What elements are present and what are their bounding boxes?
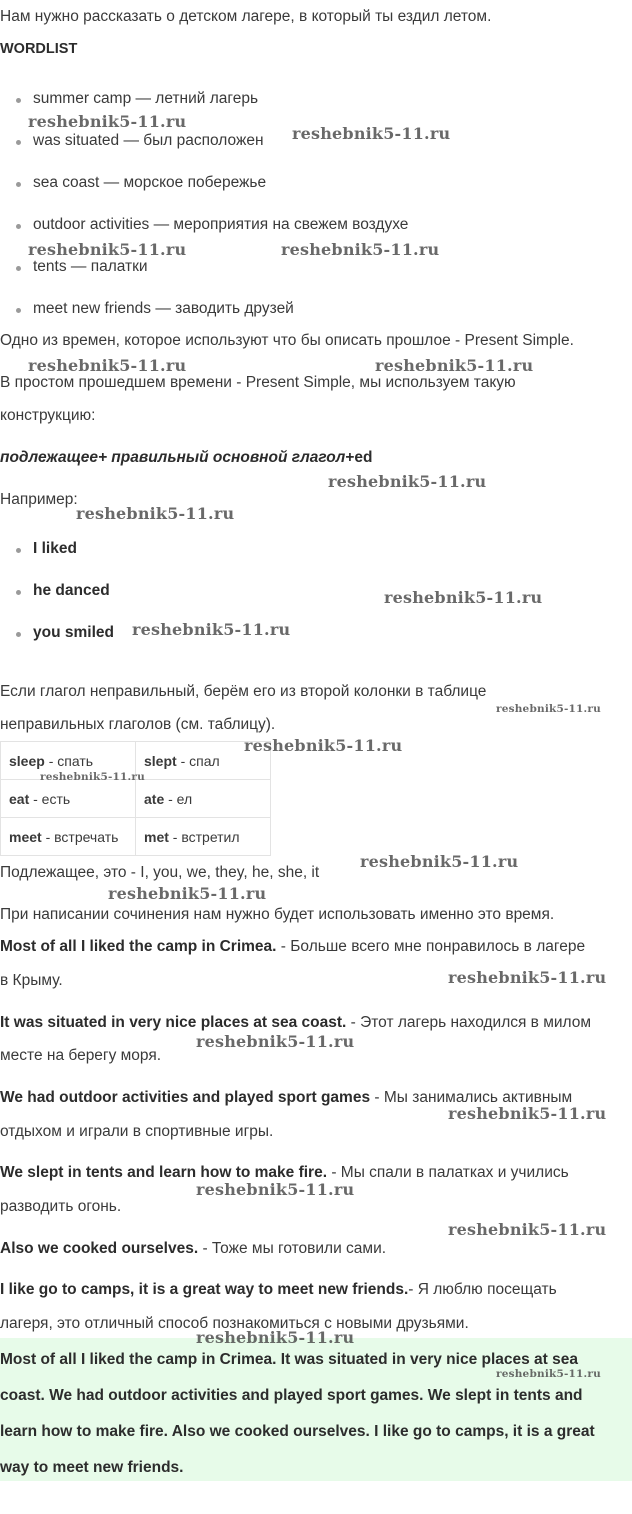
watermark: reshebnik5-11.ru (108, 884, 267, 903)
essay-intro: При написании сочинения нам нужно будет использовать именно это время. (0, 906, 555, 923)
bullet-icon (16, 308, 21, 313)
watermark: reshebnik5-11.ru (360, 852, 519, 871)
bullet-icon (16, 590, 21, 595)
verb-base: sleep (9, 752, 45, 769)
watermark: reshebnik5-11.ru (448, 1220, 607, 1239)
sentence-ru: - Я люблю посещать (408, 1281, 557, 1298)
sentence-6 (0, 1281, 557, 1299)
irregular-line-1: Если глагол неправильный, берём его из второй колонки в таблице (0, 683, 487, 700)
bullet-icon (16, 632, 21, 637)
example-item: you smiled (33, 624, 114, 641)
verb-translation: - встретил (168, 828, 240, 845)
sentence-en: It was situated in very nice places at sea coast. (0, 1014, 347, 1031)
answer-block (0, 1338, 632, 1481)
list-item: tents — палатки (33, 258, 148, 275)
verb-translation: - есть (29, 790, 71, 807)
watermark: reshebnik5-11.ru (76, 504, 235, 523)
grammar-line-3: конструкцию: (0, 407, 96, 424)
bullet-icon (16, 224, 21, 229)
answer-text: Most of all I liked the camp in Crimea. It was situated in very nice places at sea coast. We had outdoor activities and played sport games. We slept in tents and learn how to make fire. Also we cooked ourselves. I like go to camps, it is a great way to meet new friends. (0, 1351, 595, 1476)
formula (0, 449, 372, 467)
grammar-line-2: В простом прошедшем времени - Present Simple, мы используем такую (0, 374, 516, 391)
sentence-ru: - Мы спали в палатках и учились (327, 1164, 569, 1181)
sentence-4-cont: разводить огонь. (0, 1198, 122, 1215)
sentence-ru: - Этот лагерь находился в милом (346, 1014, 592, 1031)
list-item: summer camp — летний лагерь (33, 90, 259, 107)
example-item: he danced (33, 582, 110, 599)
sentence-3-cont: отдыхом и играли в спортивные игры. (0, 1123, 274, 1140)
sentence-ru: - Мы занимались активным (370, 1089, 573, 1106)
watermark: reshebnik5-11.ru (292, 124, 451, 143)
watermark: reshebnik5-11.ru (328, 472, 487, 491)
sentence-en: Also we cooked ourselves. (0, 1240, 199, 1257)
watermark: reshebnik5-11.ru (196, 1328, 355, 1347)
irregular-line-2: неправильных глаголов (см. таблицу). (0, 716, 276, 733)
bullet-icon (16, 140, 21, 145)
grammar-line-1: Одно из времен, которое используют что бы описать прошлое - Present Simple. (0, 332, 574, 349)
formula-suffix: +ed (345, 449, 373, 466)
verb-past: ate (144, 790, 165, 807)
verb-translation: - спал (176, 752, 220, 769)
list-item: outdoor activities — мероприятия на свежем воздухе (33, 216, 409, 233)
list-item: was situated — был расположен (33, 132, 264, 149)
verb-translation: - встречать (41, 828, 119, 845)
watermark: reshebnik5-11.ru (196, 1180, 355, 1199)
table-row (1, 780, 271, 818)
table-cell (136, 818, 271, 856)
list-item: sea coast — морское побережье (33, 174, 267, 191)
watermark: reshebnik5-11.ru (196, 1032, 355, 1051)
example-item: I liked (33, 540, 77, 557)
sentence-1-cont: в Крыму. (0, 972, 63, 989)
sentence-5 (0, 1240, 386, 1258)
watermark: reshebnik5-11.ru (28, 240, 187, 259)
watermark: reshebnik5-11.ru (28, 112, 187, 131)
verb-base: meet (9, 828, 42, 845)
watermark: reshebnik5-11.ru (281, 240, 440, 259)
sentence-2-cont: месте на берегу моря. (0, 1047, 162, 1064)
verb-past: slept (144, 752, 177, 769)
verb-translation: - спать (44, 752, 94, 769)
sentence-en: We had outdoor activities and played sport games (0, 1089, 371, 1106)
verb-past: met (144, 828, 169, 845)
intro-text: Нам нужно рассказать о детском лагере, в который ты ездил летом. (0, 8, 492, 25)
watermark: reshebnik5-11.ru (448, 1104, 607, 1123)
watermark: reshebnik5-11.ru (244, 736, 403, 755)
bullet-icon (16, 182, 21, 187)
table-cell (1, 818, 136, 856)
sentence-en: Most of all I liked the camp in Crimea. (0, 938, 277, 955)
sentence-en: We slept in tents and learn how to make fire. (0, 1164, 328, 1181)
verb-translation: - ел (164, 790, 193, 807)
watermark: reshebnik5-11.ru (28, 356, 187, 375)
watermark: reshebnik5-11.ru (496, 1368, 601, 1380)
irregular-verbs-table (0, 741, 271, 856)
example-label: Например: (0, 491, 78, 508)
table-cell (1, 780, 136, 818)
watermark: reshebnik5-11.ru (132, 620, 291, 639)
sentence-ru: - Тоже мы готовили сами. (198, 1240, 387, 1257)
list-item: meet new friends — заводить друзей (33, 300, 294, 317)
table-row (1, 818, 271, 856)
table-cell (136, 780, 271, 818)
bullet-icon (16, 266, 21, 271)
sentence-1 (0, 938, 585, 956)
watermark: reshebnik5-11.ru (384, 588, 543, 607)
sentence-ru: - Больше всего мне понравилось в лагере (276, 938, 586, 955)
bullet-icon (16, 548, 21, 553)
watermark: reshebnik5-11.ru (40, 771, 145, 783)
watermark: reshebnik5-11.ru (448, 968, 607, 987)
subject-line: Подлежащее, это - I, you, we, they, he, she, it (0, 864, 320, 881)
formula-text: подлежащее+ правильный основной глагол (0, 449, 346, 466)
verb-base: eat (9, 790, 30, 807)
sentence-en: I like go to camps, it is a great way to meet new friends. (0, 1281, 409, 1298)
bullet-icon (16, 98, 21, 103)
watermark: reshebnik5-11.ru (375, 356, 534, 375)
watermark: reshebnik5-11.ru (496, 703, 601, 715)
wordlist-heading: WORDLIST (0, 41, 78, 57)
sentence-6-cont: лагеря, это отличный способ познакомиться с новыми друзьями. (0, 1315, 469, 1332)
sentence-2 (0, 1014, 591, 1032)
